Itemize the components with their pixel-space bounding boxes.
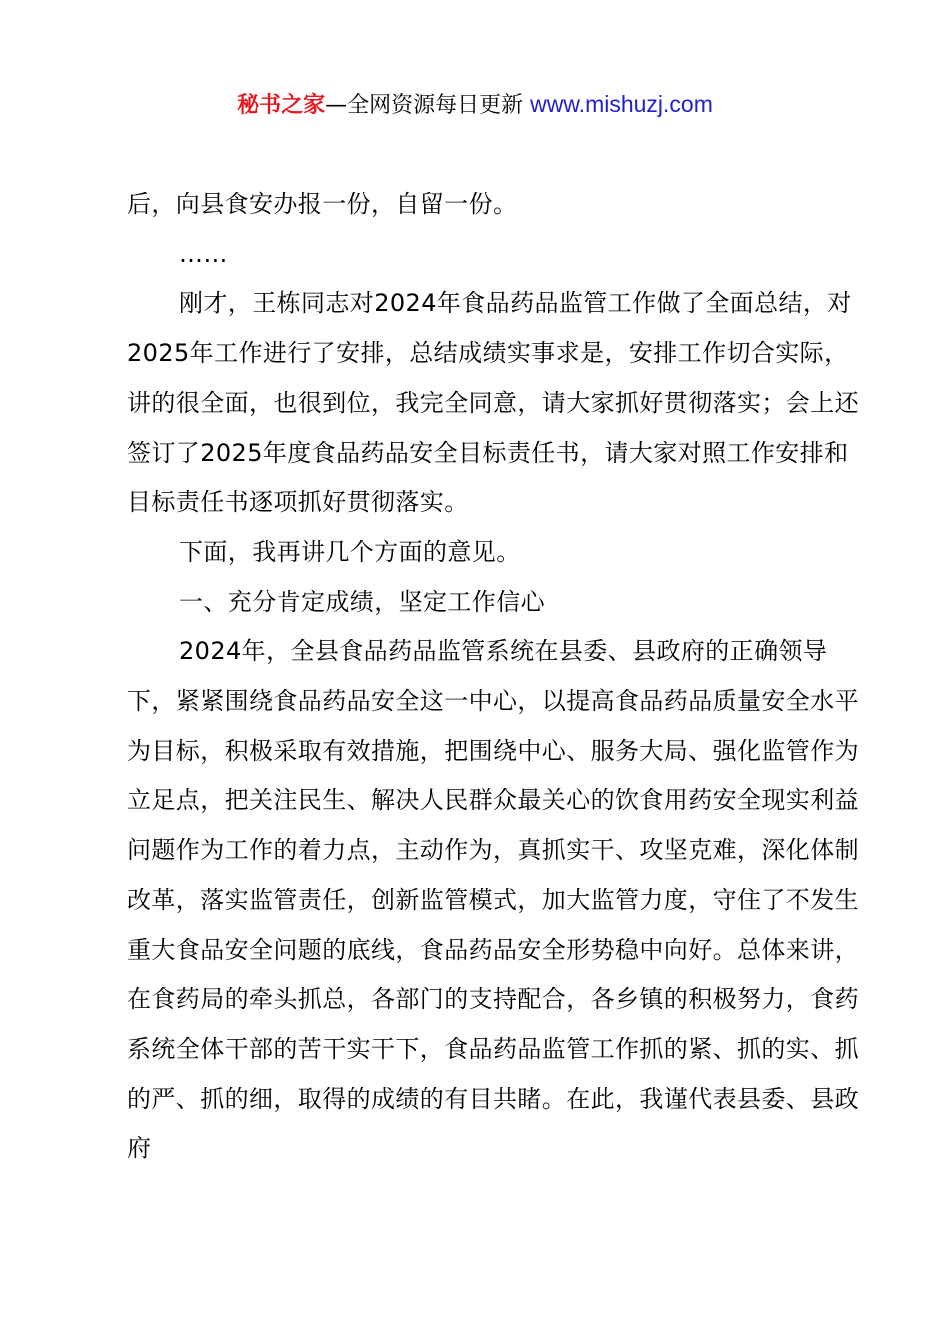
ellipsis-paragraph: …… bbox=[179, 239, 228, 268]
page-header bbox=[0, 88, 950, 122]
header-tagline: —全网资源每日更新 bbox=[325, 93, 531, 118]
header-url-link[interactable]: www.mishuzj.com bbox=[530, 91, 713, 117]
paragraph-summary: 刚才，王栋同志对2024年食品药品监管工作做了全面总结，对2025年工作进行了安排，总结成绩实事求是，安排工作切合实际，讲的很全面，也很到位，我完全同意，请大家抓好贯彻落实；会上还签订了2025年度食品药品安全目标责任书，请大家对照工作安排和目标责任书逐项抓好贯彻落实。 bbox=[127, 289, 859, 517]
document-body bbox=[127, 180, 862, 1174]
paragraph-achievements: 2024年，全县食品药品监管系统在县委、县政府的正确领导下，紧紧围绕食品药品安全这一中心，以提高食品药品质量安全水平为目标，积极采取有效措施，把围绕中心、服务大局、强化监管作为立足点，把关注民生、解决人民群众最关心的饮食用药安全现实利益问题作为工作的着力点，主动作为，真抓实干、攻坚克难，深化体制改革，落实监管责任，创新监管模式，加大监管力度，守住了不发生重大食品安全问题的底线，食品药品安全形势稳中向好。总体来讲，在食药局的牵头抓总，各部门的支持配合，各乡镇的积极努力，食药系统全体干部的苦干实干下，食品药品监管工作抓的紧、抓的实、抓的严、抓的细，取得的成绩的有目共睹。在此，我谨代表县委、县政府 bbox=[127, 637, 859, 1163]
section-heading-1: 一、充分肯定成绩，坚定工作信心 bbox=[179, 587, 545, 616]
paragraph-intro: 下面，我再讲几个方面的意见。 bbox=[179, 537, 521, 566]
brand-name: 秘书之家 bbox=[237, 93, 326, 118]
paragraph-continuation: 后，向县食安办报一份，自留一份。 bbox=[127, 190, 518, 218]
